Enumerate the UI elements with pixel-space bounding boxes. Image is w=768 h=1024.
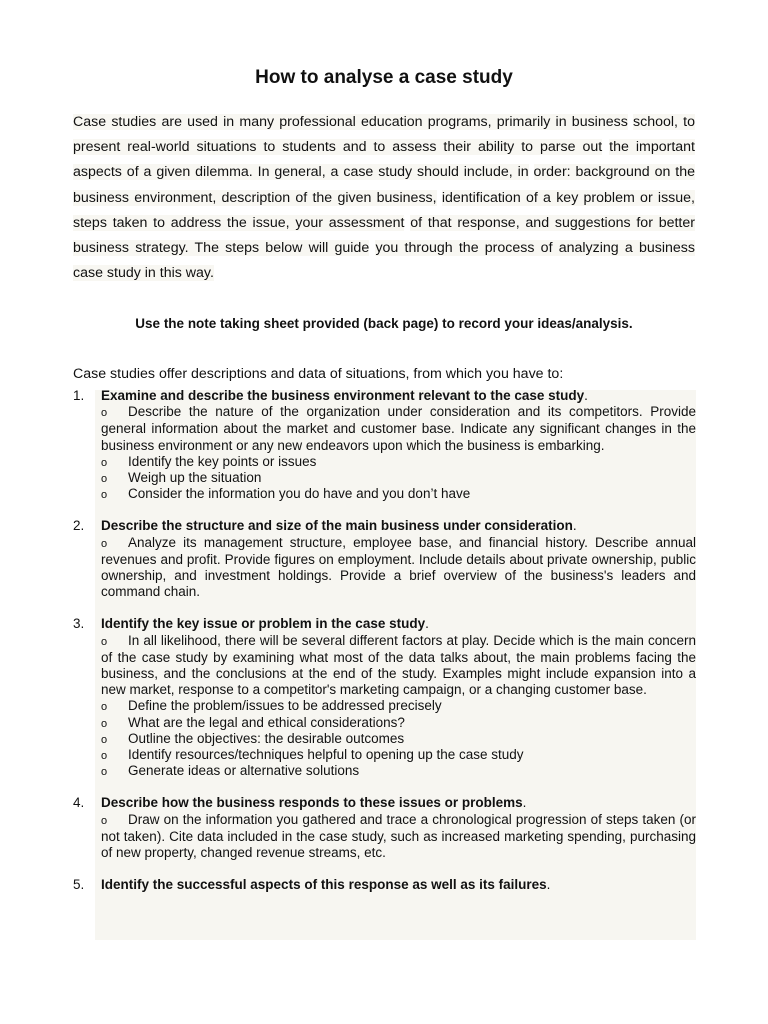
list-item <box>73 616 696 779</box>
note-instruction: Use the note taking sheet provided (back page) to record your ideas/analysis. <box>135 316 633 331</box>
sub-bullet <box>101 470 696 486</box>
list-item <box>73 795 696 861</box>
sub-bullet <box>101 486 696 502</box>
bullet-marker: o <box>101 407 108 420</box>
sub-bullet-text: Generate ideas or alternative solutions <box>128 763 360 779</box>
item-description <box>101 812 696 862</box>
intro-line: identification of a key problem or issue, steps taken to address the issue, your assessment <box>73 189 695 231</box>
bullet-marker: o <box>101 635 108 648</box>
intro-line: school, to present real-world situations to students and to assess their ability to parse out <box>73 114 695 156</box>
item-heading: Identify the successful aspects of this response as well as its failures <box>101 877 547 893</box>
intro-line: the important aspects of a given dilemma. In general, a case study should include, in <box>73 139 695 181</box>
intro-line: Case studies are used in many professional education programs, primarily in business <box>73 114 628 130</box>
list-item <box>73 877 696 893</box>
item-number: 4. <box>73 795 85 811</box>
intro-line: you through the process of analyzing a business case study in this way. <box>73 240 695 282</box>
item-heading: Examine and describe the business environment relevant to the case study <box>101 388 585 403</box>
item-heading: Describe the structure and size of the main business under consideration <box>101 518 573 534</box>
bullet-marker: o <box>101 456 108 469</box>
item-heading-line: Identify the successful aspects of this response as well as its failures. <box>101 877 551 893</box>
item-number: 3. <box>73 616 85 632</box>
item-description-text: Describe the nature of the organization under consideration and its competitors. Provide general information about the market and customer base. Indicate any significant changes in the business environment or any new endeavors upon which the business is embarking. <box>101 404 696 453</box>
list-item <box>73 388 696 502</box>
bullet-marker: o <box>101 717 108 730</box>
bullet-marker: o <box>101 537 108 550</box>
item-number: 1. <box>73 388 85 403</box>
sub-bullet <box>101 731 696 747</box>
item-description-text: In all likelihood, there will be several different factors at play. Decide which is the main concern of the case study by examining what most of the data talks about, the main problems facing the business, and the conclusions at the end of the study. Examples might include expansion into a new market, response to a competitor's marketing campaign, or a changing customer base. <box>101 632 696 698</box>
item-description-text: Draw on the information you gathered and trace a chronological progression of steps taken (or not taken). Cite data included in the case study, such as increased marketing spending, purchasing of new property, changed revenue streams, etc. <box>101 811 696 861</box>
intro-paragraph <box>73 110 695 286</box>
intro-line: of that response, and suggestions for better business strategy. The steps below will guide <box>73 214 695 257</box>
item-description-text: Analyze its management structure, employee base, and financial history. Describe annual revenues and profit. Provide figures on employment. Include details about private ownership, public ownership, and investment holdings. Provide a brief overview of the business's leaders and command chain. <box>101 534 696 600</box>
item-description <box>101 633 696 699</box>
bullet-marker: o <box>101 473 108 486</box>
item-description <box>101 404 696 454</box>
sub-bullet <box>101 763 696 779</box>
item-heading: Describe how the business responds to these issues or problems <box>101 795 523 811</box>
item-heading: Identify the key issue or problem in the case study <box>101 616 426 632</box>
document-title: How to analyse a case study <box>255 67 513 88</box>
item-heading-line: Describe the structure and size of the main business under consideration. <box>101 518 577 534</box>
steps-list <box>73 388 696 909</box>
sub-bullet-text: Define the problem/issues to be addressed precisely <box>128 698 442 714</box>
sub-bullet <box>101 698 696 714</box>
bullet-marker: o <box>101 489 108 502</box>
sub-bullet-text: Identify resources/techniques helpful to opening up the case study <box>128 747 524 763</box>
item-heading-line: Identify the key issue or problem in the case study. <box>101 616 429 632</box>
item-heading-line: Describe how the business responds to these issues or problems. <box>101 795 527 811</box>
sub-bullet-text: Consider the information you do have and you don’t have <box>128 486 471 502</box>
sub-bullet <box>101 715 696 731</box>
sub-bullet-text: What are the legal and ethical considerations? <box>128 714 405 730</box>
bullet-marker: o <box>101 750 108 763</box>
lead-sentence: Case studies offer descriptions and data of situations, from which you have to: <box>73 366 564 382</box>
item-description <box>101 535 696 601</box>
bullet-marker: o <box>101 814 108 827</box>
list-item <box>73 518 696 600</box>
intro-line: order: background on the business environment, description of the given business, <box>73 164 695 206</box>
sub-bullet <box>101 454 696 470</box>
bullet-marker: o <box>101 733 108 746</box>
item-number: 2. <box>73 518 85 534</box>
sub-bullet-text: Outline the objectives: the desirable outcomes <box>128 730 405 746</box>
bullet-marker: o <box>101 766 108 779</box>
item-heading-line: Examine and describe the business environment relevant to the case study. <box>101 388 588 403</box>
sub-bullet-text: Weigh up the situation <box>128 470 262 486</box>
sub-bullet-text: Identify the key points or issues <box>128 453 317 469</box>
sub-bullet <box>101 747 696 763</box>
item-number: 5. <box>73 877 85 893</box>
bullet-marker: o <box>101 701 108 714</box>
